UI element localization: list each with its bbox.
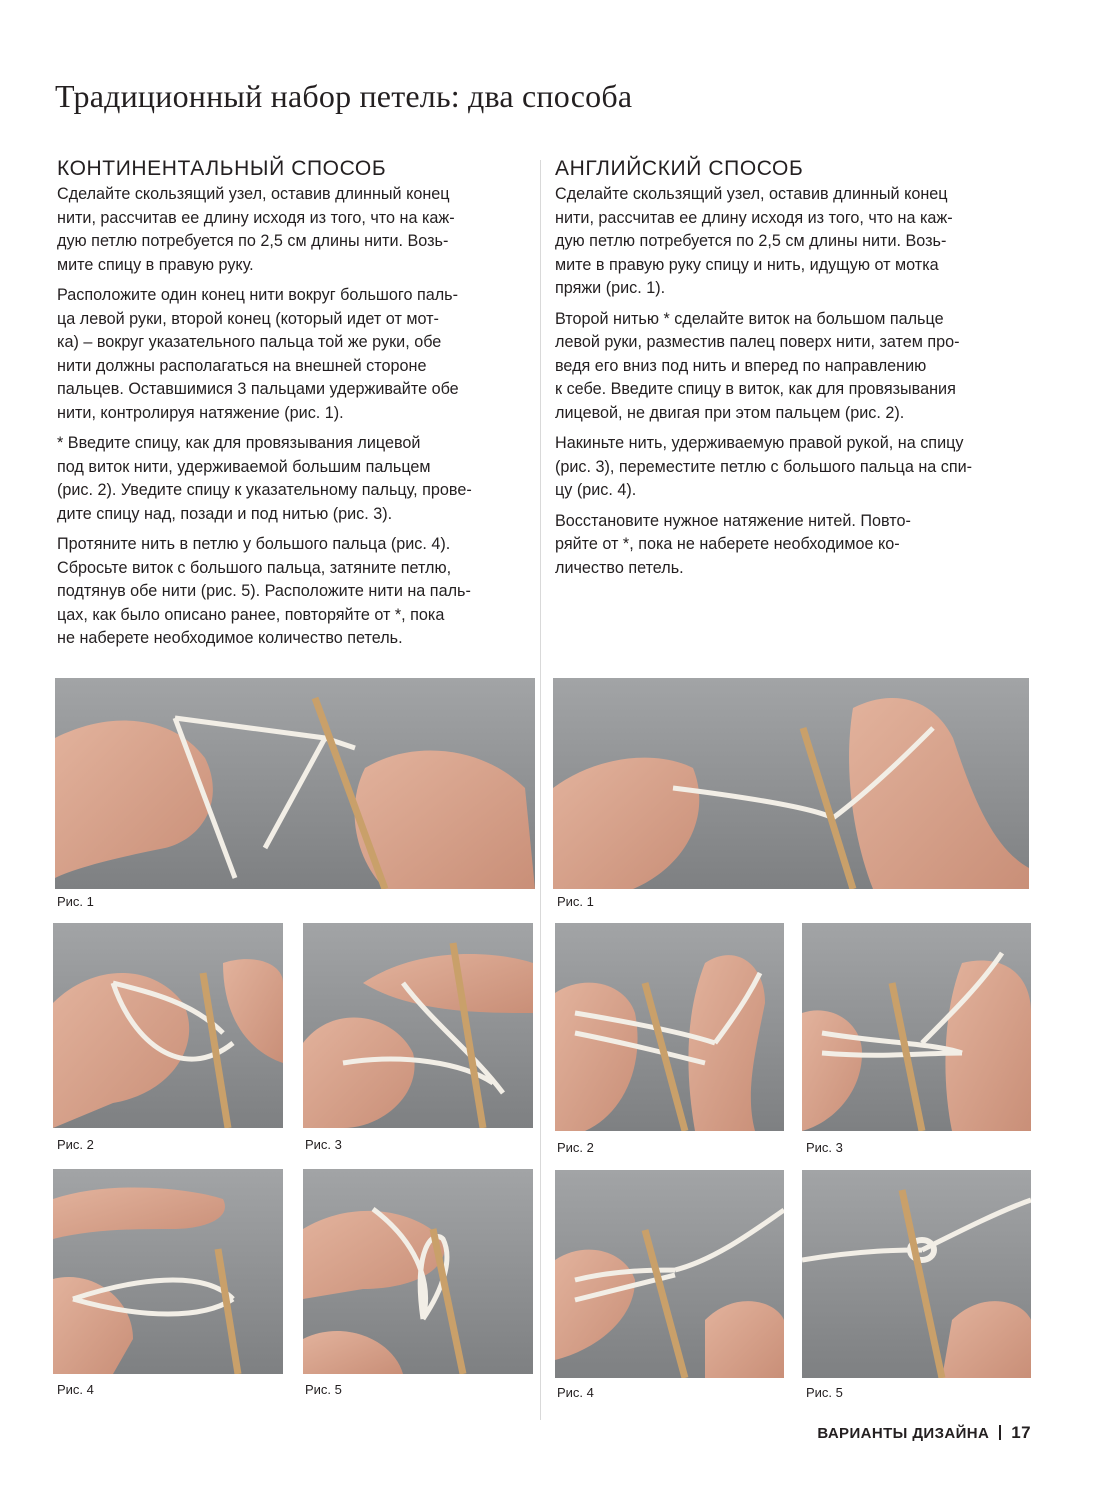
continental-photo-5	[303, 1169, 533, 1374]
continental-photo-2	[53, 923, 283, 1128]
page-title: Традиционный набор петель: два способа	[55, 78, 633, 114]
continental-paragraph: Протяните нить в петлю у большого пальца (рис. 4). Сбросьте виток с большого пальца, затяните петлю, подтянув обе нити (рис. 5). Расположите нити на паль- цах, как было описано ранее, повторяйте от *, пока не наберете необходимое количество петель.	[57, 535, 471, 647]
english-paragraph: Второй нитью * сделайте виток на большом пальце левой руки, разместив палец поверх нити, затем про- ведя его вниз под нить и вперед по направлению к себе. Введите спицу в виток, как для провязывания лицевой, не двигая при этом пальцем (рис. 2).	[555, 309, 960, 422]
continental-paragraph: Сделайте скользящий узел, оставив длинный конец нити, рассчитав ее длину исходя из того, что на каж- дую петлю потребуется по 2,5 см длины нити. Возь- мите спицу в правую руку.	[57, 185, 455, 274]
english-photo-3	[802, 923, 1031, 1131]
continental-heading: КОНТИНЕНТАЛЬНЫЙ СПОСОБ	[57, 157, 387, 180]
continental-caption-4: Рис. 4	[57, 1382, 94, 1397]
english-caption-1: Рис. 1	[557, 894, 594, 909]
english-paragraph: Восстановите нужное натяжение нитей. Повто- ряйте от *, пока не наберете необходимое ко- личество петель.	[555, 511, 911, 577]
continental-photo-3	[303, 923, 533, 1128]
continental-caption-5: Рис. 5	[305, 1382, 342, 1397]
english-paragraph: Сделайте скользящий узел, оставив длинный конец нити, рассчитав ее длину исходя из того, что на каж- дую петлю потребуется по 2,5 см длины нити. Возь- мите в правую руку спицу и нить, идущую от мотка пряжи (рис. 1).	[555, 185, 953, 297]
english-photo-5	[802, 1170, 1031, 1378]
continental-paragraph: * Введите спицу, как для провязывания лицевой под виток нити, удерживаемой большим пальцем (рис. 2). Уведите спицу к указательному пальцу, прове- дите спицу над, позади и под нитью (рис. 3).	[57, 434, 472, 523]
english-heading: АНГЛИЙСКИЙ СПОСОБ	[555, 157, 804, 180]
english-photo-2	[555, 923, 784, 1131]
continental-caption-3: Рис. 3	[305, 1137, 342, 1152]
continental-photo-4	[53, 1169, 283, 1374]
continental-caption-2: Рис. 2	[57, 1137, 94, 1152]
continental-paragraph: Расположите один конец нити вокруг большого паль- ца левой руки, второй конец (который идет от мот- ка) – вокруг указательного пальца той же руки, обе нити должны располагаться на внешней стороне пальцев. Оставшимися 3 пальцами удерживайте обе нити, контролируя натяжение (рис. 1).	[57, 286, 459, 422]
column-divider	[540, 160, 541, 1420]
english-caption-3: Рис. 3	[806, 1140, 843, 1155]
section-name: ВАРИАНТЫ ДИЗАЙНА	[817, 1425, 990, 1442]
english-caption-4: Рис. 4	[557, 1385, 594, 1400]
page-number: 17	[1011, 1423, 1031, 1442]
english-photo-1	[553, 678, 1029, 889]
english-paragraph: Накиньте нить, удерживаемую правой рукой, на спицу (рис. 3), переместите петлю с большого пальца на спи- цу (рис. 4).	[555, 434, 973, 499]
footer-separator	[999, 1425, 1001, 1440]
continental-photo-1	[55, 678, 535, 889]
page-footer	[817, 1423, 1031, 1443]
english-section	[555, 157, 1035, 587]
continental-caption-1: Рис. 1	[57, 894, 94, 909]
english-caption-2: Рис. 2	[557, 1140, 594, 1155]
english-caption-5: Рис. 5	[806, 1385, 843, 1400]
continental-section	[57, 157, 537, 658]
english-photo-4	[555, 1170, 784, 1378]
